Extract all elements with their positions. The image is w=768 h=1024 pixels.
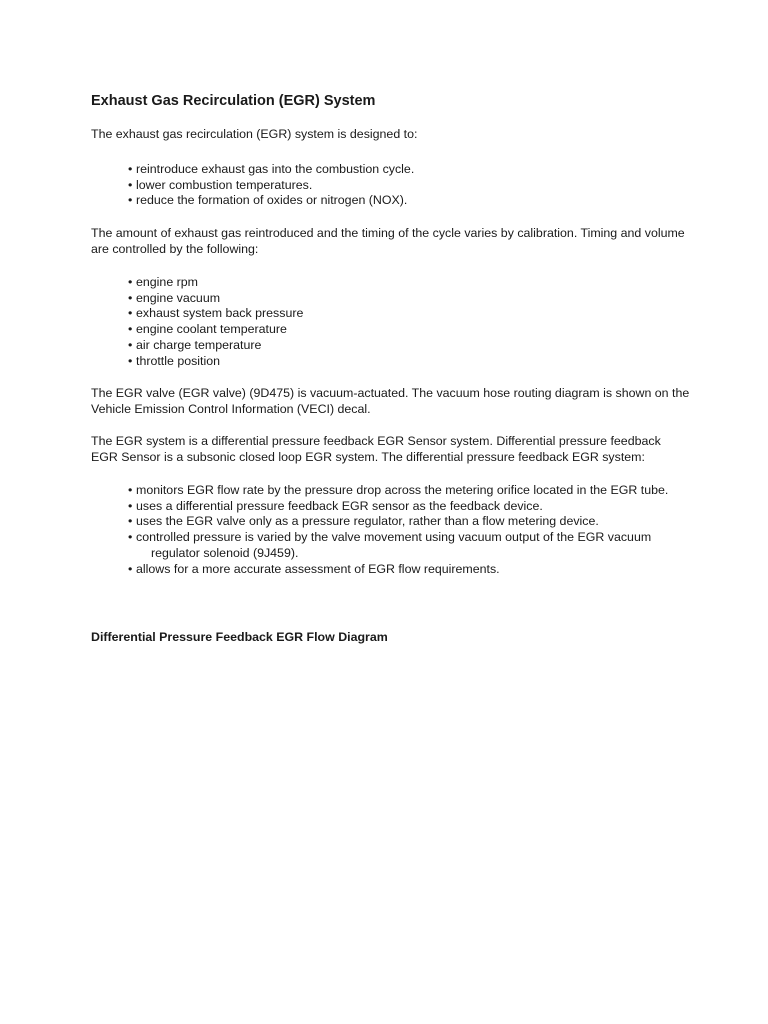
list-item: • reintroduce exhaust gas into the combustion cycle. bbox=[128, 162, 415, 176]
list-item: • uses a differential pressure feedback EGR sensor as the feedback device. bbox=[128, 498, 543, 513]
list-item: • reduce the formation of oxides or nitrogen (NOX). bbox=[128, 193, 408, 208]
diagram-heading: Differential Pressure Feedback EGR Flow Diagram bbox=[91, 630, 388, 644]
list-item: • uses the EGR valve only as a pressure regulator, rather than a flow metering device. bbox=[128, 514, 599, 529]
bullet-icon: • bbox=[128, 337, 133, 352]
factors-list bbox=[128, 275, 688, 369]
bullet-icon: • bbox=[128, 561, 133, 576]
bullet-icon: • bbox=[128, 530, 133, 545]
bullet-icon: • bbox=[128, 306, 133, 321]
system-list bbox=[128, 483, 688, 577]
list-item: • throttle position bbox=[128, 353, 221, 368]
system-paragraph: The EGR system is a differential pressure feedback EGR Sensor system. Differential pressure feedback EGR Sensor is a subsonic closed loop EGR system. The differential pressure feedback EGR system: bbox=[91, 434, 661, 464]
bullet-icon: • bbox=[128, 514, 133, 529]
valve-paragraph: The EGR valve (EGR valve) (9D475) is vacuum-actuated. The vacuum hose routing diagram is shown on the Vehicle Emission Control Information (VECI) decal. bbox=[91, 386, 690, 416]
intro-paragraph: The exhaust gas recirculation (EGR) system is designed to: bbox=[91, 127, 418, 141]
bullet-icon: • bbox=[128, 498, 133, 513]
bullet-icon: • bbox=[128, 322, 133, 337]
list-item: • exhaust system back pressure bbox=[128, 306, 304, 321]
list-item: • engine rpm bbox=[128, 275, 198, 289]
document-title: Exhaust Gas Recirculation (EGR) System bbox=[91, 93, 376, 109]
list-item: • air charge temperature bbox=[128, 337, 262, 352]
list-item: • engine coolant temperature bbox=[128, 322, 287, 337]
bullet-icon: • bbox=[128, 275, 133, 289]
list-item: • monitors EGR flow rate by the pressure drop across the metering orifice located in the EGR tube. bbox=[128, 483, 669, 497]
list-item: • allows for a more accurate assessment of EGR flow requirements. bbox=[128, 561, 500, 576]
bullet-icon: • bbox=[128, 177, 133, 192]
bullet-icon: • bbox=[128, 193, 133, 208]
list-item: • engine vacuum bbox=[128, 290, 221, 305]
bullet-icon: • bbox=[128, 353, 133, 368]
bullet-icon: • bbox=[128, 290, 133, 305]
bullet-icon: • bbox=[128, 162, 133, 176]
timing-paragraph: The amount of exhaust gas reintroduced and the timing of the cycle varies by calibration. Timing and volume are controlled by the following: bbox=[91, 226, 685, 256]
list-item: • lower combustion temperatures. bbox=[128, 177, 313, 192]
bullet-icon: • bbox=[128, 483, 133, 497]
purpose-list bbox=[128, 162, 688, 209]
list-item: • controlled pressure is varied by the valve movement using vacuum output of the EGR vacuum regulator solenoid (9J459). bbox=[128, 530, 652, 560]
